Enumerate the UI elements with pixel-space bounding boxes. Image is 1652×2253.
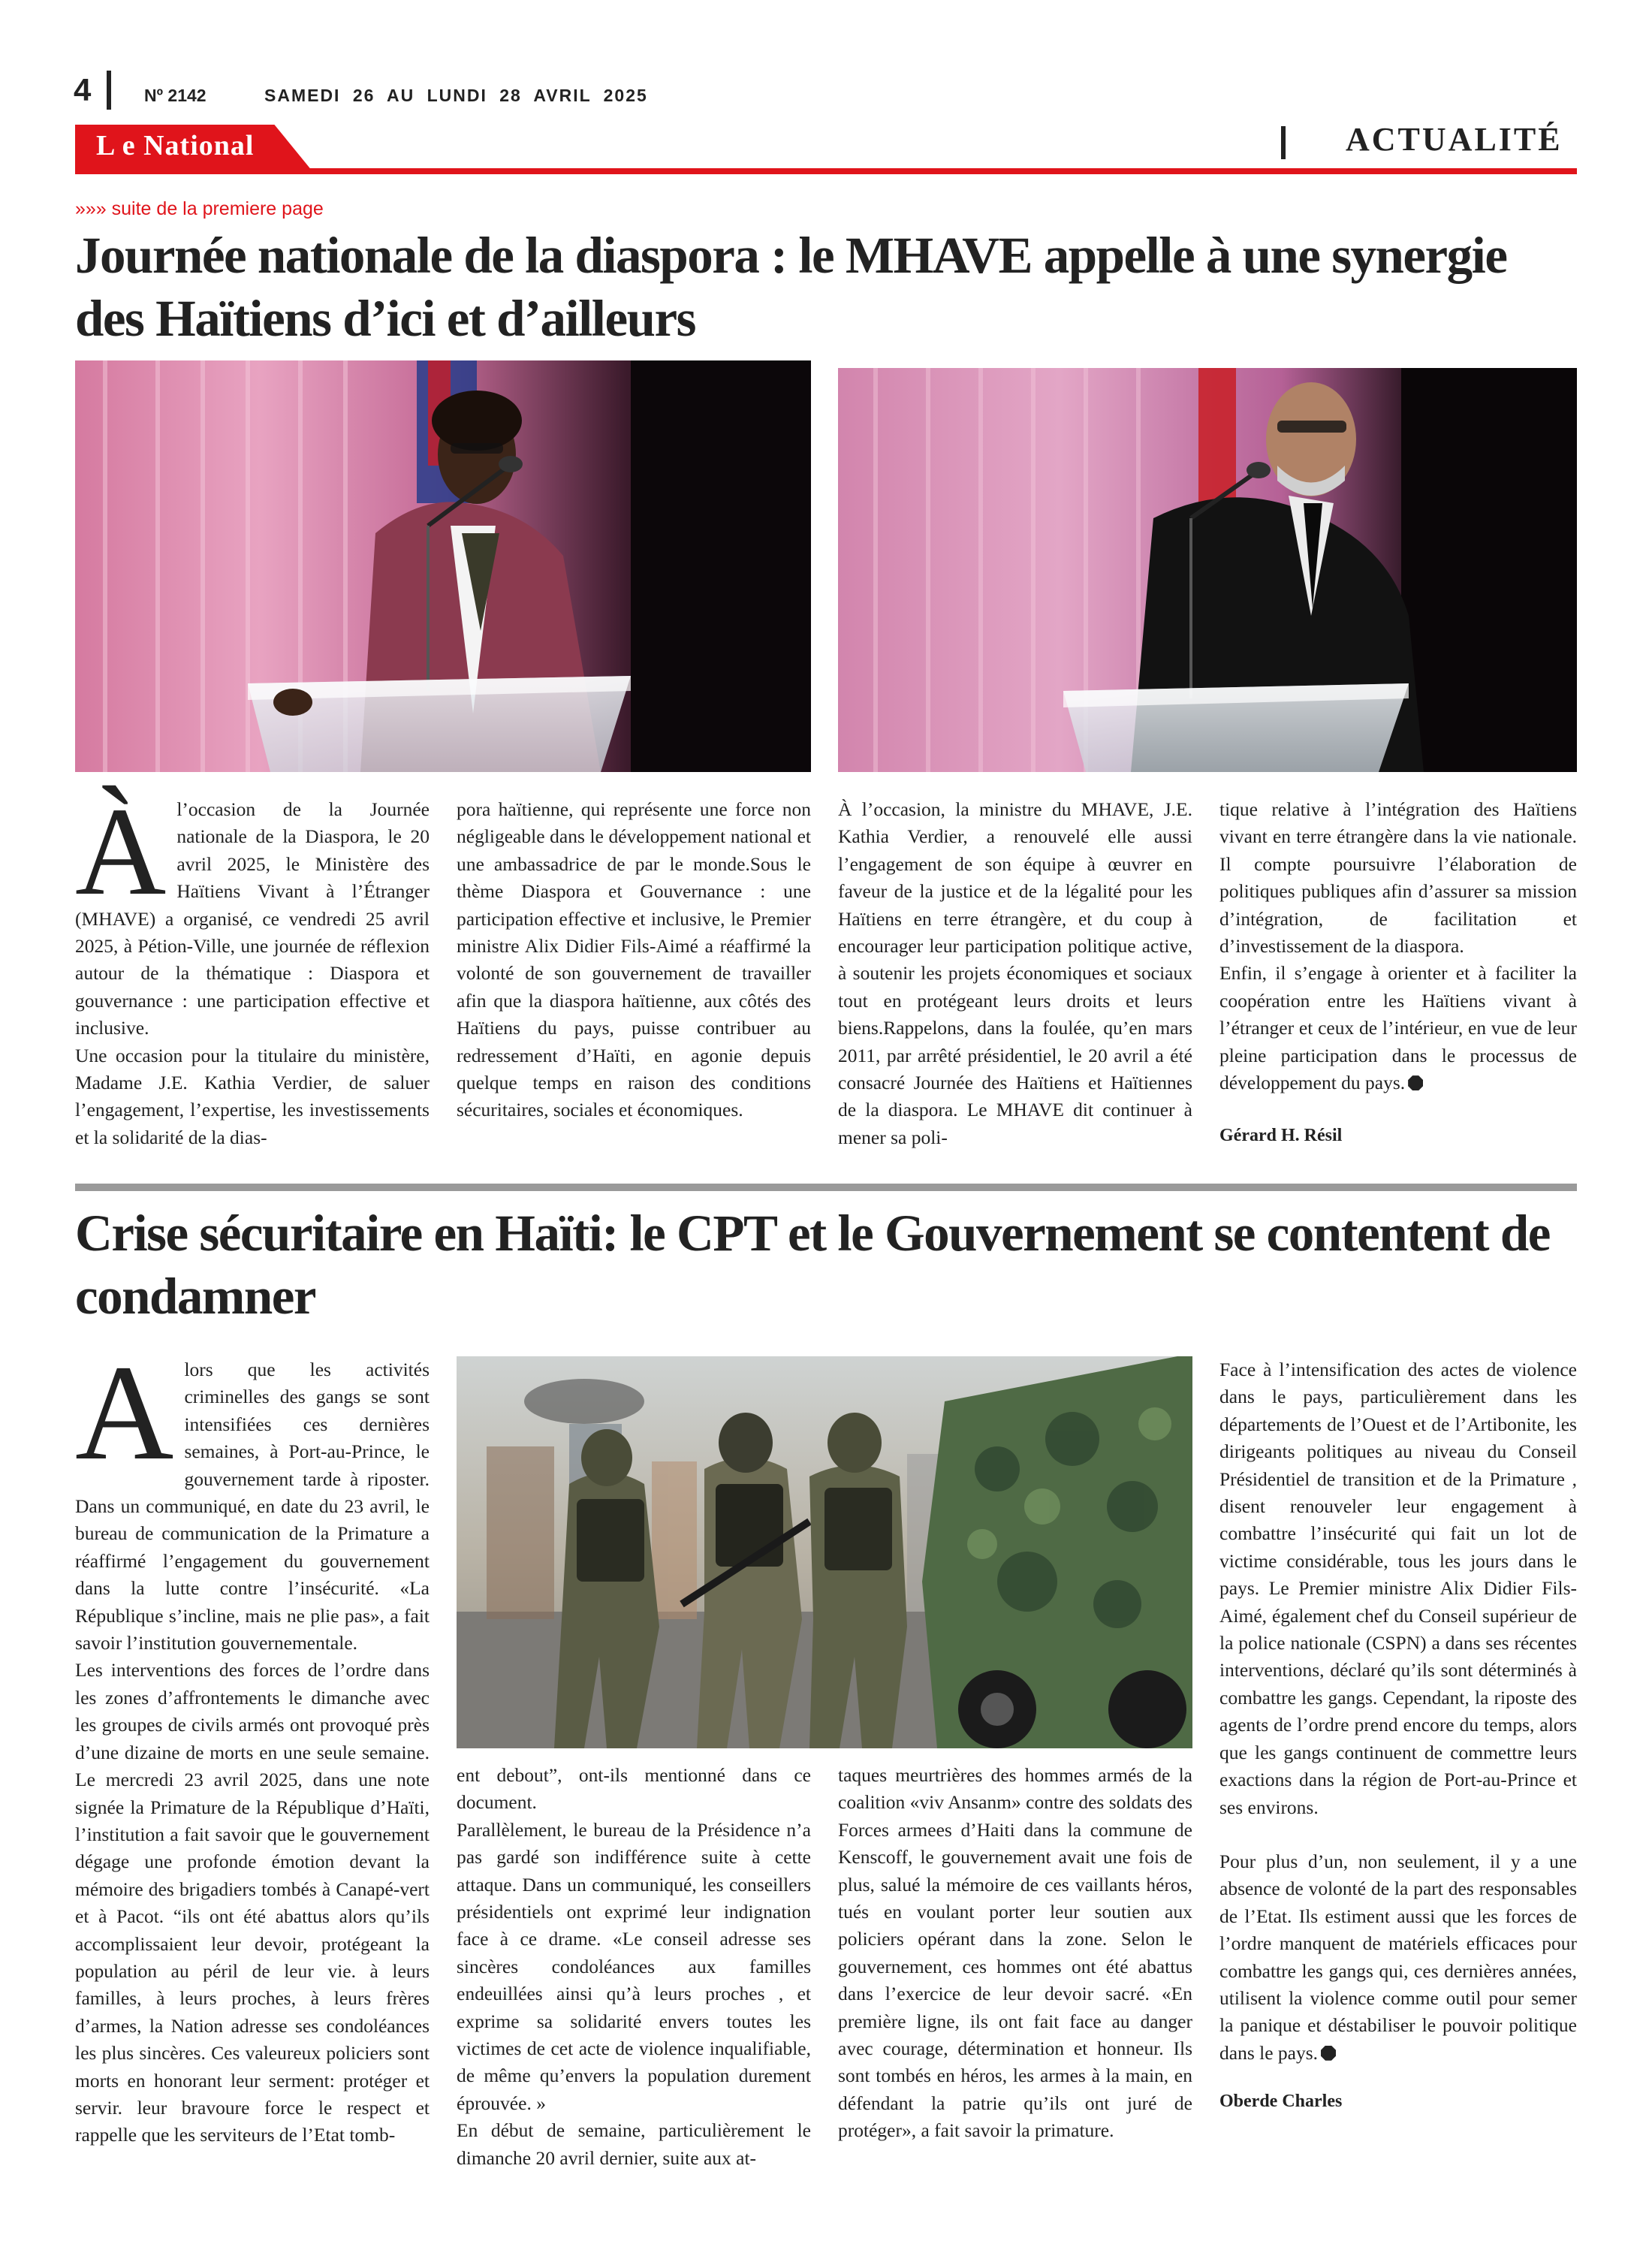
article1-col2-paragraph: pora haïtienne, qui représente une force non négligeable dans le développement national et une ambassadrice de par le monde.Sous le thème Diaspora et Gouvernance : une participation effective et inclusive, le Premier ministre Alix Didier Fils-Aimé a réaffirmé la volonté de son gouvernement de travailler afin que la diaspora haïtienne, aux côtés des Haïtiens du pays, puisse contribuer au redressement d’Haïti, en agonie depuis quelque temps en raison des conditions sécuritaires, sociales et économiques. [457,798,811,1121]
article2-photo-soldiers [457,1356,1192,1748]
issue-number: Nº 2142 [144,86,206,105]
article1-photo-prime-minister [838,368,1577,772]
page-number-divider [107,71,111,110]
article1-col4-paragraph-1: tique relative à l’intégration des Haïtiens vivant en terre étrangère dans la vie nationale. Il compte poursuivre l’élaboration de politiques publiques afin d’assurer sa mission d’intégration, de facilitation et d’investissement de la diaspora. [1219,798,1577,958]
article1-col1-paragraph-1: l’occasion de la Journée nationale de la Diaspora, le 20 avril 2025, le Ministère des Haïtiens Vivant à l’Étranger (MHAVE) a organisé, ce vendredi 25 avril 2025, à Pétion-Ville, une journée de réflexion autour de la thématique : Diaspora et gouvernance : une participation effective et inclusive. [75,798,430,1039]
brand-name: L e National [96,130,255,161]
article1-column-1 [75,782,430,1151]
article2-column-3 [838,1762,1192,2145]
issue-date: SAMEDI 26 AU LUNDI 28 AVRIL 2025 [264,86,648,105]
end-of-article-icon [1321,2046,1336,2061]
article-separator-rule [75,1184,1577,1191]
article2-column-2 [457,1762,811,2172]
article2-col3-paragraph: taques meurtrières des hommes armés de la coalition «viv Ansanm» contre des soldats des Forces armees d’Haiti dans la commune de Kenscoff, le gouvernement avait une fois de plus, salué la mémoire de ces vaillants héros, tués en voulant porter leur soutien aux policiers opérant dans la zone. Selon le gouvernement, ces hommes ont été abattus dans l’exercice de leur devoir sacré. «En première ligne, ils ont fait face au danger avec courage, détermination et honneur. Ils sont tombés en héros, les armes à la main, en défendant la patrie qu’ils ont juré de protéger», a fait savoir la primature. [838,1764,1192,2142]
section-divider [1281,126,1286,159]
article1-headline: Journée nationale de la diaspora : le MHAVE appelle à une synergie des Haïtiens d’ici et d’ailleurs [75,227,1507,347]
article2-dropcap: A [75,1338,174,1488]
article2-author: Oberde Charles [1219,2092,1343,2112]
article1-column-3 [838,796,1192,1151]
article1-column-2 [457,796,811,1124]
article2-col4-paragraph-2: Pour plus d’un, non seulement, il y a une absence de volonté de la part des responsables de l’Etat. Ils estiment aussi que les forces de l’ordre manquent de matériels efficaces pour combattre les gangs qui, ces dernières années, utilisent la violence comme outil pour semer la panique et déstabiliser le pouvoir politique dans le pays. [1219,1850,1577,2064]
section-title: ACTUALITÉ [1346,121,1563,158]
continuation-kicker: »»» suite de la premiere page [75,198,324,219]
end-of-article-icon [1408,1075,1423,1090]
article1-col1-paragraph-2: Une occasion pour la titulaire du ministère, Madame J.E. Kathia Verdier, de saluer l’engagement, l’expertise, les investissements et la solidarité de la dias- [75,1044,430,1148]
article1-author: Gérard H. Résil [1219,1126,1343,1146]
article2-col4-paragraph-1: Face à l’intensification des actes de violence dans le pays, particulièrement dans les départements de l’Ouest et de l’Artibonite, les dirigeants politiques au niveau du Conseil Présidentiel de transition et de la Primature , disent renouveler leur engagement à combattre l’insécurité qui fait un lot de victime considérable, tous les jours dans le pays. Le Premier ministre Alix Didier Fils-Aimé, également chef du Conseil supérieur de la police nationale (CSPN) a dans ses récentes interventions, déclaré qu’ils sont déterminés à combattre les gangs. Cependant, la riposte des agents de l’ordre prend encore du temps, alors que les gangs continuent de commettre leurs exactions dans la région de Port-au-Prince et ses environs. [1219,1359,1577,1818]
article1-dropcap: À [75,782,167,921]
article2-col2-paragraph-1: ent debout”, ont-ils mentionné dans ce document. [457,1764,811,1814]
article2-col2-paragraph-2: Parallèlement, le bureau de la Présidence n’a pas gardé son indifférence suite à cette attaque. Dans un communiqué, les conseillers présidentiels ont exprimé leur indignation face à ce drame. «Le conseil adresse ses sincères condoléances aux familles endeuillées ainsi qu’à leurs proches , et exprime sa solidarité envers toutes les victimes de cet acte de violence inqualifiable, de même qu’envers la population durement éprouvée. » [457,1818,811,2114]
article2-column-4 [1219,1356,1577,2116]
article2-col2-paragraph-3: En début de semaine, particulièrement le dimanche 20 avril dernier, suite aux at- [457,2119,811,2169]
article1-photo-minister [75,360,811,772]
article2-col1-paragraph-2: Les interventions des forces de l’ordre dans les zones d’affrontements le dimanche avec les groupes de civils armés ont provoqué près d’une dizaine de morts en une seule semaine. Le mercredi 23 avril 2025, dans une note signée la Primature de la République d’Haïti, l’institution a fait savoir que le gouvernement dégage une profonde émotion devant la mémoire des brigadiers tombés à Canapé-vert et à Pacot. “ils ont été abattus alors qu’ils accomplissaient leur devoir, protégeant la population au péril de leur vie. à leurs familles, à leurs proches, à leurs frères d’armes, la Nation adresse ses condoléances les plus sincères. Ces valeureux policiers sont morts en honorant leur serment: protéger et servir. leur bravoure force le respect et rappelle que les serviteurs de l’Etat tomb- [75,1659,430,2146]
article1-col3-paragraph: À l’occasion, la ministre du MHAVE, J.E. Kathia Verdier, a renouvelé elle aussi l’engagement de son équipe à œuvrer en faveur de la justice et de la légalité pour les Haïtiens en terre étrangère, et du coup à encourager leur participation politique active, à soutenir les projets économiques et sociaux tout en protégeant leurs droits et leurs biens.Rappelons, dans la foulée, qu’en mars 2011, par arrêté présidentiel, le 20 avril a été consacré Journée des Haïtiens et Haïtiennes de la diaspora. Le MHAVE dit continuer à mener sa poli- [838,798,1192,1148]
header-red-rule [75,168,1577,174]
article2-column-1 [75,1338,430,2149]
article1-col4-paragraph-2: Enfin, il s’engage à orienter et à faciliter la coopération entre les Haïtiens vivant à l’étranger et ceux de l’intérieur, en vue de leur pleine participation dans le processus de développement du pays. [1219,962,1577,1094]
article1-column-4 [1219,796,1577,1150]
page-number: 4 [74,72,92,107]
article2-headline: Crise sécuritaire en Haïti: le CPT et le Gouvernement se contentent de condamner [75,1205,1550,1325]
article2-col1-paragraph-1: lors que les activités criminelles des gangs se sont intensifiées ces dernières semaines, à Port-au-Prince, le gouvernement tarde à riposter. Dans un communiqué, en date du 23 avril, le bureau de communication de la Primature a réaffirmé l’engagement du gouvernement dans la lutte contre l’insécurité. «La République s’incline, mais ne plie pas», a fait savoir l’institution gouvernementale. [75,1359,430,1654]
